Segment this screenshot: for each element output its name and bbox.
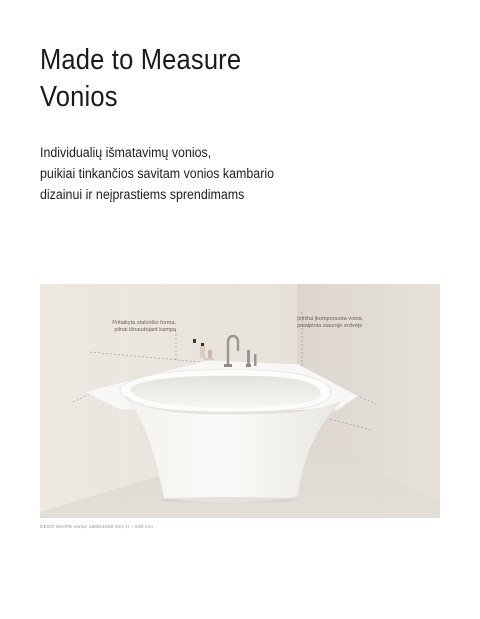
tub-basin	[130, 376, 320, 407]
callout-right-line-2: patalpinta siauroje erdvėje	[297, 323, 363, 330]
callout-left-line-1: Pritaikyta stalviršio forma,	[112, 320, 176, 326]
intro-line-2: puikiai tinkančios savitam vonios kambario	[40, 166, 275, 181]
intro-line-1: Individualių išmatavimų vonios,	[40, 145, 212, 160]
bathtub-illustration	[40, 284, 440, 518]
page-title	[40, 42, 241, 116]
page-title-line-2: Vonios	[40, 81, 118, 113]
bottle-1	[192, 342, 197, 358]
callout-left-line-2: pilnai išnaudojant kampą	[114, 327, 176, 334]
callout-left	[102, 320, 176, 335]
bottle-2	[200, 346, 205, 358]
page-title-line-1: Made to Measure	[40, 44, 242, 76]
intro-text	[40, 142, 274, 205]
intro-line-3: dizainui ir neįprastiems sprendimams	[40, 187, 245, 202]
callout-right-line-1: Įstrižai įkomponuota vonia,	[297, 316, 364, 322]
bathtub-photo	[40, 284, 440, 518]
callout-right	[297, 316, 363, 331]
soap-dish	[204, 358, 214, 361]
photo-caption: DECO SHAPE vonia; 1980x1000 mm; H = 630 mm	[40, 525, 154, 530]
bottle-3	[208, 350, 212, 358]
